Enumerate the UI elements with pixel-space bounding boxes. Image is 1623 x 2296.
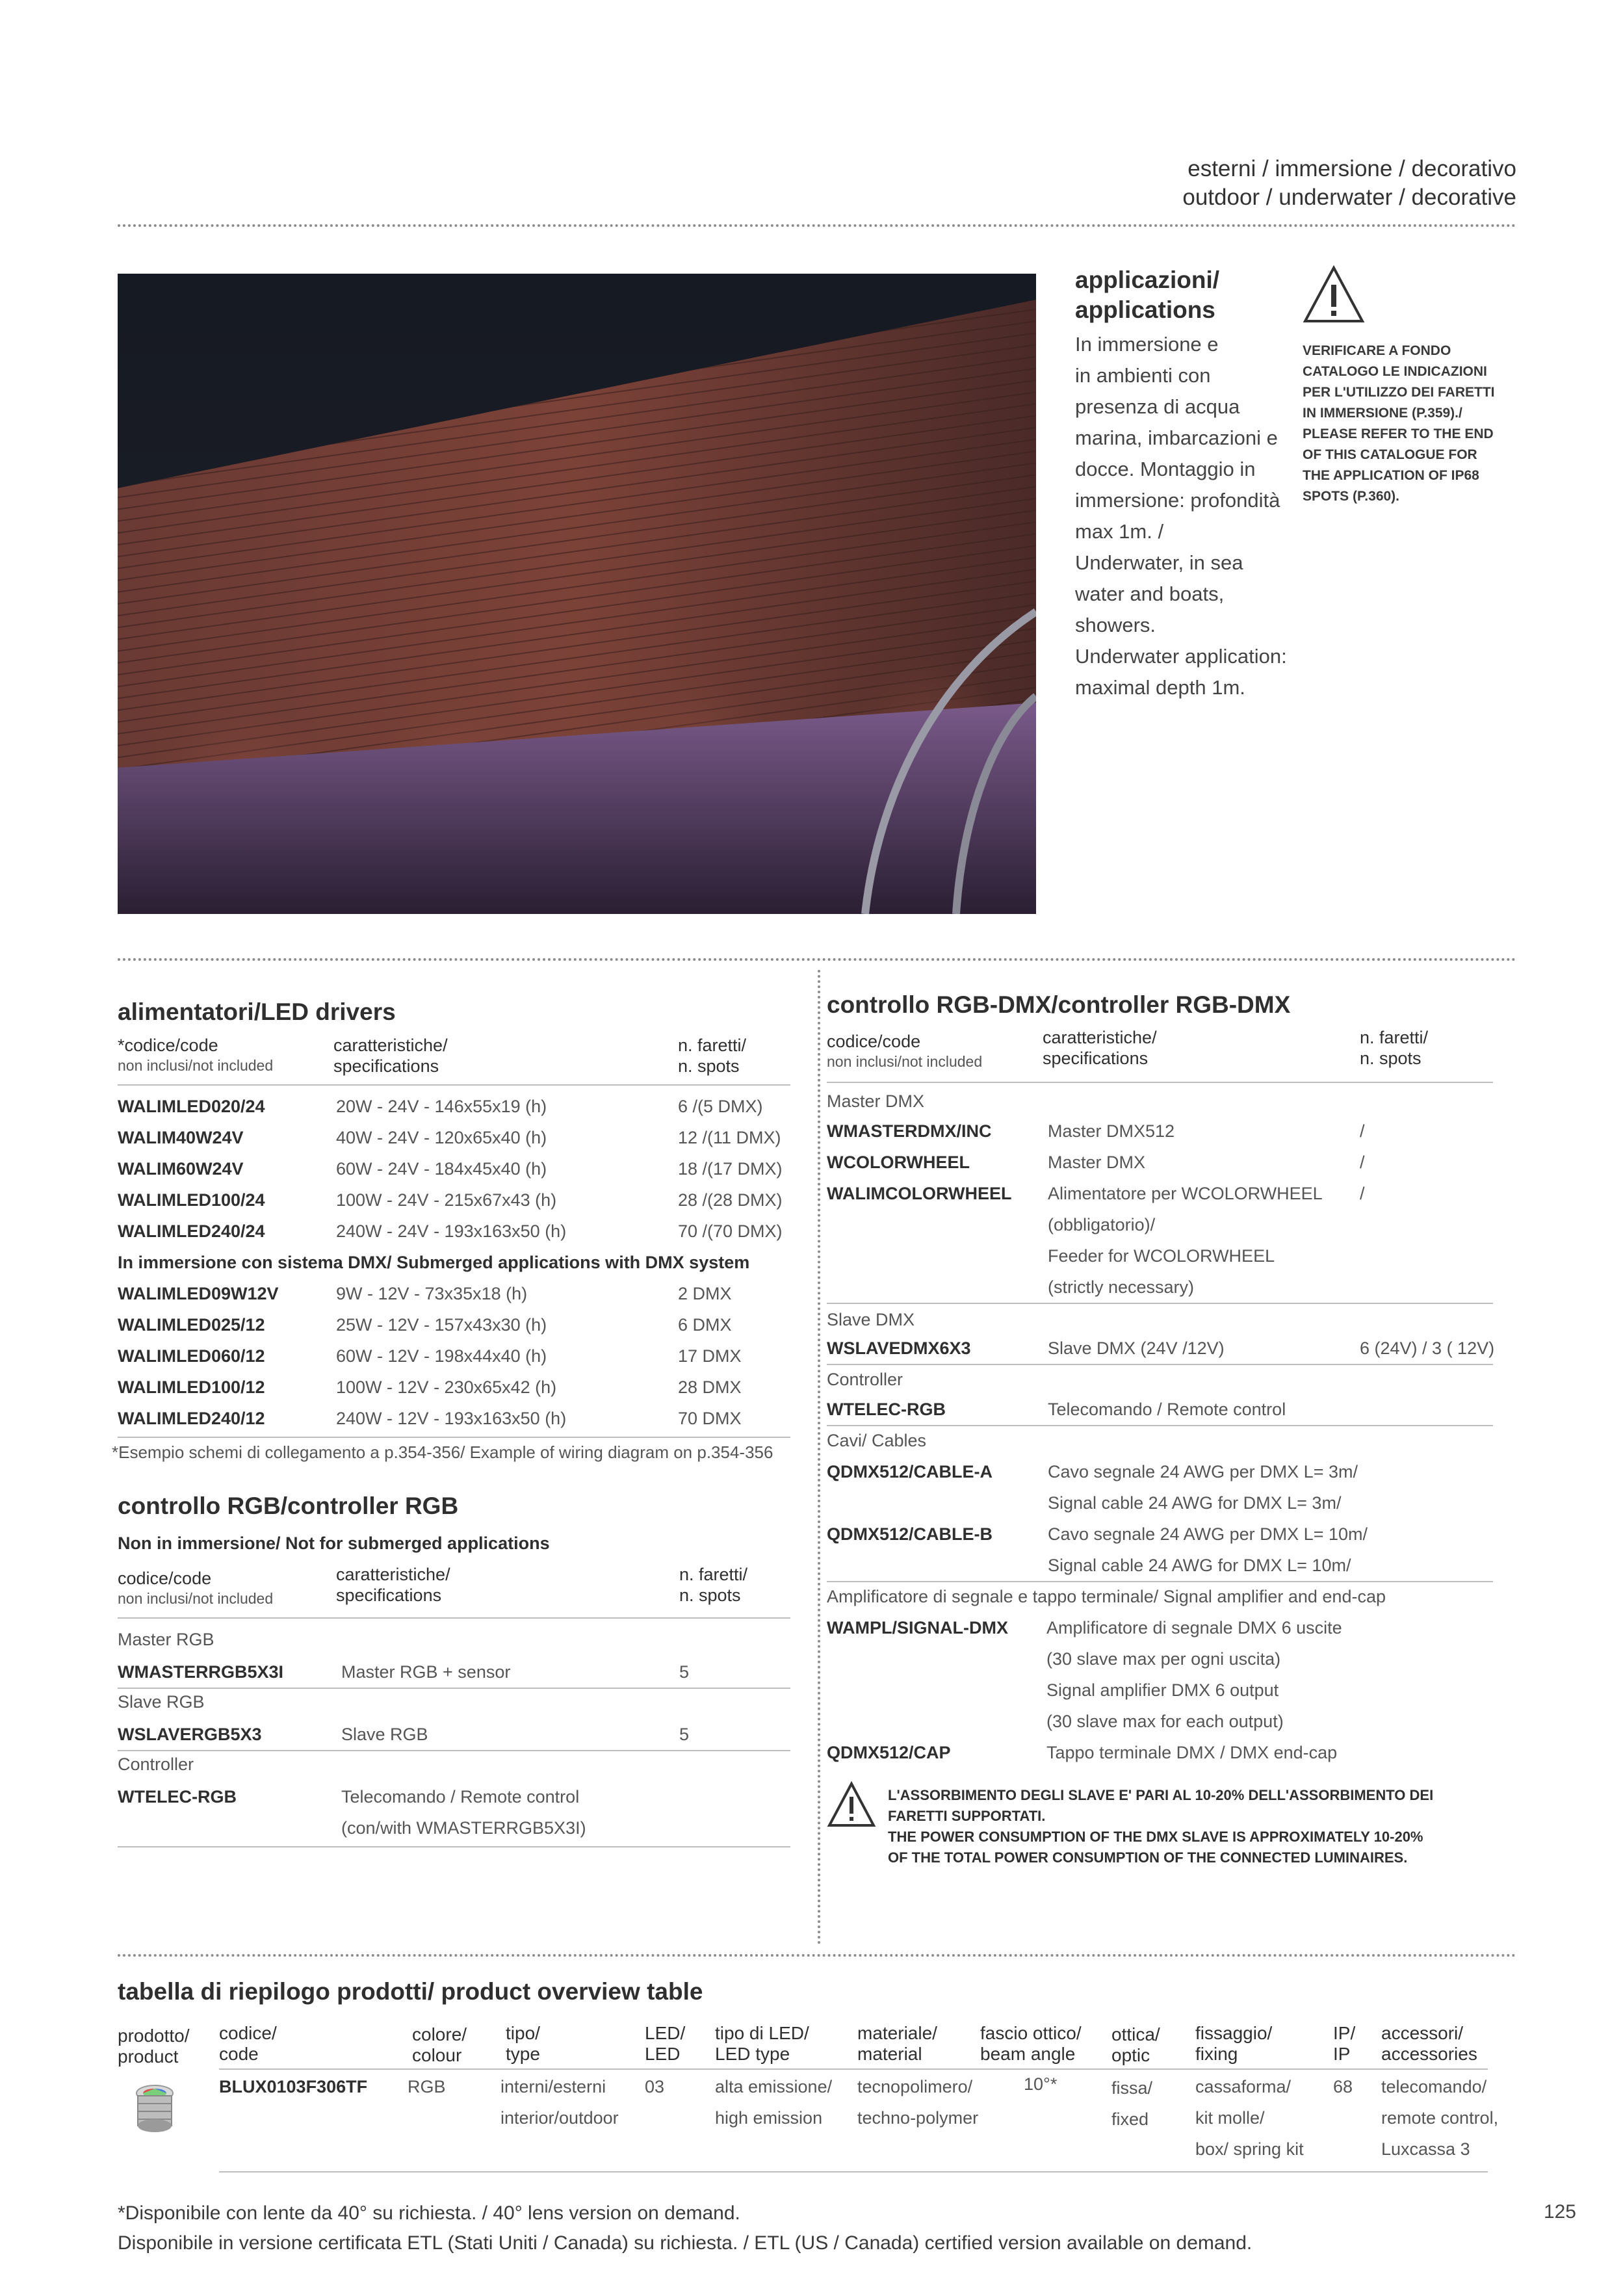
cell-line: fissa/ [1111, 2078, 1153, 2098]
col-head: accessories [1381, 2044, 1477, 2064]
table-row-cont [118, 1812, 790, 1844]
row-code: BLUX0103F306TF [219, 2077, 368, 2096]
rgb-col-spec-en: specifications [336, 1585, 442, 1605]
col-head: tipo/ [506, 2023, 540, 2043]
spec: 240W - 24V - 193x163x50 (h) [336, 1221, 567, 1241]
product-code: WALIMLED240/12 [118, 1409, 265, 1428]
product-code: WALIM60W24V [118, 1159, 244, 1179]
product-code: WTELEC-RGB [827, 1400, 946, 1419]
applications-title-it: applicazioni/ [1075, 267, 1220, 293]
col-head: prodotto/ [118, 2026, 190, 2046]
table-row [118, 1216, 790, 1247]
app-line: docce. Montaggio in [1075, 458, 1256, 480]
col-ip [1333, 2023, 1355, 2065]
app-line: maximal depth 1m. [1075, 676, 1245, 699]
spots: 18 /(17 DMX) [678, 1159, 783, 1179]
table-row-cont [827, 1272, 1493, 1303]
product-photo [118, 274, 1036, 914]
col-head: colour [412, 2045, 462, 2065]
col-head: LED [645, 2044, 681, 2064]
dmx-subheading: In immersione con sistema DMX/ Submerged applications with DMX system [118, 1253, 750, 1272]
warning-line: THE APPLICATION OF IP68 [1303, 468, 1479, 483]
group-label: Master RGB [118, 1630, 214, 1649]
product-code: WALIMLED09W12V [118, 1284, 279, 1303]
row-line [118, 1750, 790, 1751]
drivers-title: alimentatori/LED drivers [118, 998, 396, 1025]
row-line [118, 1688, 790, 1689]
col-code [219, 2023, 277, 2065]
warning-line: OF THIS CATALOGUE FOR [1303, 447, 1477, 462]
table-row [118, 1719, 790, 1750]
spec: Slave DMX (24V /12V) [1048, 1338, 1225, 1358]
row-line [827, 1364, 1493, 1365]
spots: / [1360, 1184, 1365, 1203]
dmx-col-code-note: non inclusi/not included [827, 1053, 983, 1070]
spots: 2 DMX [678, 1284, 732, 1303]
drivers-col-spots-en: n. spots [678, 1056, 740, 1076]
table-row-cont [827, 1643, 1493, 1675]
col-head: fascio ottico/ [980, 2023, 1082, 2043]
table-row [827, 1456, 1493, 1487]
col-head: product [118, 2046, 179, 2067]
applications-text [1075, 329, 1303, 703]
spots: 12 /(11 DMX) [678, 1128, 781, 1147]
dmx-table [827, 1027, 1495, 1762]
dmx-col-spec-en: specifications [1043, 1049, 1149, 1068]
spec: 60W - 12V - 198x44x40 (h) [336, 1346, 547, 1366]
col-head: LED/ [645, 2023, 686, 2043]
applications-title-en: applications [1075, 296, 1215, 323]
table-row [827, 1519, 1493, 1550]
row-ip: 68 [1333, 2077, 1353, 2096]
group-label: Controller [118, 1755, 194, 1774]
overview-header-line [219, 2068, 1488, 2070]
warning-text [1303, 341, 1524, 507]
app-line: water and boats, [1075, 582, 1225, 605]
spec: Cavo segnale 24 AWG per DMX L= 10m/ [1048, 1524, 1368, 1544]
warning-line: CATALOGO LE INDICAZIONI [1303, 364, 1487, 379]
col-head: material [857, 2044, 922, 2064]
col-head: fissaggio/ [1195, 2023, 1273, 2043]
row-beam: 10°* [1024, 2074, 1058, 2094]
group-label: Controller [827, 1370, 903, 1389]
app-line: Underwater, in sea [1075, 551, 1243, 574]
spec: Alimentatore per WCOLORWHEEL [1048, 1184, 1323, 1203]
cell-line: techno-polymer [857, 2108, 979, 2128]
drivers-col-spots: n. faretti/ [678, 1036, 747, 1055]
row-led: 03 [645, 2077, 665, 2096]
col-product [118, 2026, 190, 2067]
overview-bottom-line [219, 2171, 1488, 2172]
table-row-cont [827, 1209, 1493, 1240]
page-number: 125 [1543, 2201, 1576, 2223]
spec: 100W - 24V - 215x67x43 (h) [336, 1190, 557, 1210]
col-head: ottica/ [1111, 2024, 1160, 2044]
app-line: presenza di acqua [1075, 395, 1240, 418]
col-led [645, 2023, 685, 2065]
spots: 6 /(5 DMX) [678, 1097, 763, 1116]
drivers-bottom-line [118, 1437, 790, 1438]
cell-line: interior/outdoor [500, 2108, 619, 2128]
overview-divider [118, 1954, 1516, 1957]
section-header-en: outdoor / underwater / decorative [1182, 185, 1516, 210]
spec: Telecomando / Remote control [1048, 1400, 1286, 1419]
applications-title [1075, 265, 1290, 325]
spec: 100W - 12V - 230x65x42 (h) [336, 1377, 557, 1397]
row-line [827, 1425, 1493, 1426]
dmx-warning-text [888, 1785, 1433, 1868]
app-line: marina, imbarcazioni e [1075, 426, 1278, 449]
group-label: Amplificatore di segnale e tappo terminale/ Signal amplifier and end-cap [827, 1587, 1386, 1606]
col-colour [412, 2024, 467, 2066]
spec: Telecomando / Remote control [341, 1787, 580, 1807]
drivers-col-spec-en: specifications [333, 1056, 439, 1076]
spec: Master DMX [1048, 1153, 1146, 1172]
table-row [118, 1309, 790, 1340]
drivers-col-code: *codice/code [118, 1036, 218, 1055]
warning-line: L'ASSORBIMENTO DEGLI SLAVE E' PARI AL 10-20% DELL'ASSORBIMENTO DEI [888, 1787, 1434, 1803]
col-head: beam angle [980, 2044, 1076, 2064]
spec: Cavo segnale 24 AWG per DMX L= 3m/ [1048, 1462, 1358, 1481]
section-header [1182, 155, 1516, 212]
col-head: fixing [1195, 2044, 1238, 2064]
spots: 28 /(28 DMX) [678, 1190, 783, 1210]
spots: 28 DMX [678, 1377, 742, 1397]
product-code: WSLAVEDMX6X3 [827, 1338, 971, 1358]
footer-note-2: Disponibile in versione certificata ETL (Stati Uniti / Canada) su richiesta. / ETL (US / Canada) certified version available on demand. [118, 2232, 1253, 2254]
spec: (30 slave max per ogni uscita) [1046, 1649, 1281, 1669]
spots: 6 DMX [678, 1315, 732, 1335]
table-row-cont [827, 1550, 1493, 1581]
cell-line: Luxcassa 3 [1381, 2139, 1470, 2159]
dmx-col-spec: caratteristiche/ [1043, 1028, 1157, 1047]
warning-line: SPOTS (P.360). [1303, 489, 1400, 504]
group-label: Slave RGB [118, 1692, 205, 1712]
spec: 20W - 24V - 146x55x19 (h) [336, 1097, 547, 1116]
dmx-title: controllo RGB-DMX/controller RGB-DMX [827, 991, 1291, 1018]
col-head: IP [1333, 2044, 1351, 2064]
rgb-title: controllo RGB/controller RGB [118, 1493, 459, 1519]
cell-line: box/ spring kit [1195, 2139, 1304, 2159]
photo-divider [118, 958, 1516, 961]
spec: (con/with WMASTERRGB5X3I) [341, 1818, 586, 1838]
spec: (strictly necessary) [1048, 1277, 1195, 1297]
col-optic [1111, 2024, 1160, 2066]
spots: 70 /(70 DMX) [678, 1221, 783, 1241]
table-row [118, 1781, 790, 1812]
dmx-col-spots-en: n. spots [1360, 1049, 1422, 1068]
warning-line: VERIFICARE A FONDO [1303, 343, 1451, 358]
rgb-col-spots: n. faretti/ [679, 1565, 748, 1584]
table-row-cont [827, 1487, 1493, 1519]
spots: 70 DMX [678, 1409, 742, 1428]
rgb-bottom-line [118, 1846, 790, 1847]
col-ledtype [715, 2023, 809, 2065]
product-code: QDMX512/CAP [827, 1743, 951, 1762]
row-colour: RGB [408, 2077, 446, 2096]
spec: Tappo terminale DMX / DMX end-cap [1046, 1743, 1338, 1762]
col-head: LED type [715, 2044, 790, 2064]
table-row [118, 1278, 790, 1309]
dmx-col-code: codice/code [827, 1032, 921, 1051]
spec: 240W - 12V - 193x163x50 (h) [336, 1409, 567, 1428]
overview-title: tabella di riepilogo prodotti/ product overview table [118, 1978, 703, 2005]
row-ledtype [715, 2071, 832, 2133]
product-thumbnail [132, 2083, 177, 2137]
warning-line: PLEASE REFER TO THE END [1303, 426, 1494, 441]
rgb-col-code-note: non inclusi/not included [118, 1590, 274, 1607]
cell-line: kit molle/ [1195, 2108, 1265, 2128]
drivers-footnote: *Esempio schemi di collegamento a p.354-356/ Example of wiring diagram on p.354-356 [112, 1442, 773, 1462]
drivers-header-line [118, 1084, 790, 1086]
cell-line: telecomando/ [1381, 2077, 1487, 2096]
product-code: QDMX512/CABLE-B [827, 1524, 993, 1544]
drivers-col-spec: caratteristiche/ [333, 1036, 448, 1055]
spots: 6 (24V) / 3 ( 12V) [1360, 1338, 1495, 1358]
dmx-col-spots: n. faretti/ [1360, 1028, 1429, 1047]
spec: Master DMX512 [1048, 1121, 1175, 1141]
warning-line: FARETTI SUPPORTATI. [888, 1808, 1046, 1824]
table-row-cont [827, 1240, 1493, 1272]
spec: Signal cable 24 AWG for DMX L= 3m/ [1048, 1493, 1342, 1513]
header-divider [118, 224, 1516, 227]
table-row [827, 1333, 1493, 1364]
cell-line: high emission [715, 2108, 823, 2128]
column-divider [818, 970, 820, 1945]
product-code: WALIMLED020/24 [118, 1097, 265, 1116]
spec: 60W - 24V - 184x45x40 (h) [336, 1159, 547, 1179]
app-line: max 1m. / [1075, 520, 1164, 543]
col-head: code [219, 2044, 259, 2064]
row-fixing [1195, 2071, 1304, 2165]
spots: / [1360, 1121, 1365, 1141]
spots: 17 DMX [678, 1346, 742, 1366]
cell-line: tecnopolimero/ [857, 2077, 973, 2096]
footer-note-1: *Disponibile con lente da 40° su richiesta. / 40° lens version on demand. [118, 2202, 740, 2224]
table-row [827, 1612, 1493, 1643]
spec: 9W - 12V - 73x35x18 (h) [336, 1284, 528, 1303]
cell-line: alta emissione/ [715, 2077, 833, 2096]
rgb-col-code: codice/code [118, 1569, 212, 1588]
table-row [118, 1656, 790, 1688]
dmx-header-line [827, 1082, 1493, 1083]
row-type [500, 2071, 619, 2133]
row-accessories [1381, 2071, 1498, 2165]
table-row [118, 1122, 790, 1153]
table-row [118, 1403, 790, 1434]
overview-table [118, 2023, 1522, 2185]
product-code: WALIMLED240/24 [118, 1221, 265, 1241]
col-accessories [1381, 2023, 1477, 2065]
product-code: WMASTERRGB5X3I [118, 1662, 284, 1682]
table-row [118, 1091, 790, 1122]
table-row [118, 1153, 790, 1184]
cell-line: interni/esterni [500, 2077, 606, 2096]
col-head: materiale/ [857, 2023, 937, 2043]
spec: Feeder for WCOLORWHEEL [1048, 1246, 1275, 1266]
spec: 40W - 24V - 120x65x40 (h) [336, 1128, 547, 1147]
product-code: WALIM40W24V [118, 1128, 244, 1147]
rgb-col-spec: caratteristiche/ [336, 1565, 450, 1584]
product-code: WALIMLED100/24 [118, 1190, 265, 1210]
spots: 5 [679, 1725, 690, 1744]
product-code: WALIMLED060/12 [118, 1346, 265, 1366]
warning-line: PER L'UTILIZZO DEI FARETTI [1303, 385, 1495, 400]
table-row [118, 1372, 790, 1403]
app-line: in ambienti con [1075, 364, 1211, 387]
warning-icon [1303, 265, 1344, 307]
warning-line: THE POWER CONSUMPTION OF THE DMX SLAVE IS APPROXIMATELY 10-20% [888, 1829, 1423, 1845]
drivers-col-code-note: non inclusi/not included [118, 1057, 274, 1074]
group-label: Master DMX [827, 1091, 925, 1111]
product-code: QDMX512/CABLE-A [827, 1462, 993, 1481]
spec: Master RGB + sensor [341, 1662, 511, 1682]
warning-icon [827, 1781, 876, 1828]
col-head: accessori/ [1381, 2023, 1464, 2043]
table-row-cont [827, 1675, 1493, 1706]
cell-line: cassaforma/ [1195, 2077, 1292, 2096]
table-row [827, 1737, 1493, 1768]
app-line: Underwater application: [1075, 645, 1287, 668]
cell-line: fixed [1111, 2109, 1149, 2129]
spec: Slave RGB [341, 1725, 428, 1744]
warning-line: OF THE TOTAL POWER CONSUMPTION OF THE CONNECTED LUMINAIRES. [888, 1849, 1408, 1866]
product-code: WSLAVERGB5X3 [118, 1725, 262, 1744]
table-row [118, 1340, 790, 1372]
spec: (obbligatorio)/ [1048, 1215, 1156, 1234]
warning-line: IN IMMERSIONE (P.359)./ [1303, 406, 1462, 421]
rgb-subtitle: Non in immersione/ Not for submerged applications [118, 1533, 550, 1553]
col-fixing [1195, 2023, 1272, 2065]
app-line: immersione: profondità [1075, 489, 1280, 512]
col-head: optic [1111, 2045, 1150, 2065]
spec: Amplificatore di segnale DMX 6 uscite [1046, 1618, 1342, 1637]
spec: (30 slave max for each output) [1046, 1712, 1284, 1731]
section-header-it: esterni / immersione / decorativo [1188, 156, 1516, 181]
cell-line: remote control, [1381, 2108, 1499, 2128]
table-row [827, 1394, 1493, 1425]
table-row [827, 1115, 1493, 1147]
app-line: In immersione e [1075, 333, 1219, 356]
spec: Signal cable 24 AWG for DMX L= 10m/ [1048, 1556, 1351, 1575]
group-label: Slave DMX [827, 1310, 915, 1329]
table-row [827, 1147, 1493, 1178]
app-line: showers. [1075, 614, 1156, 636]
spec: Signal amplifier DMX 6 output [1046, 1680, 1279, 1700]
product-code: WMASTERDMX/INC [827, 1121, 992, 1141]
product-code: WCOLORWHEEL [827, 1153, 970, 1172]
table-row [118, 1184, 790, 1216]
col-head: colore/ [412, 2024, 467, 2044]
spots: / [1360, 1153, 1365, 1172]
col-head: type [506, 2044, 540, 2064]
product-code: WTELEC-RGB [118, 1787, 237, 1807]
col-type [506, 2023, 540, 2065]
product-code: WALIMLED025/12 [118, 1315, 265, 1335]
col-head: codice/ [219, 2023, 277, 2043]
row-material [857, 2071, 978, 2133]
col-head: tipo di LED/ [715, 2023, 809, 2043]
col-material [857, 2023, 937, 2065]
col-beam [980, 2023, 1082, 2065]
table-row-cont [827, 1706, 1493, 1737]
table-row [827, 1178, 1493, 1209]
row-line [827, 1303, 1493, 1304]
spots: 5 [679, 1662, 690, 1682]
drivers-table [118, 1035, 790, 1464]
rgb-col-spots-en: n. spots [679, 1585, 741, 1605]
row-optic [1111, 2072, 1152, 2135]
rgb-header-line [118, 1617, 790, 1619]
rgb-table [118, 1564, 790, 1850]
product-code: WALIMCOLORWHEEL [827, 1184, 1012, 1203]
group-label: Cavi/ Cables [827, 1431, 927, 1450]
product-code: WALIMLED100/12 [118, 1377, 265, 1397]
col-head: IP/ [1333, 2023, 1356, 2043]
product-code: WAMPL/SIGNAL-DMX [827, 1618, 1008, 1637]
spec: 25W - 12V - 157x43x30 (h) [336, 1315, 547, 1335]
